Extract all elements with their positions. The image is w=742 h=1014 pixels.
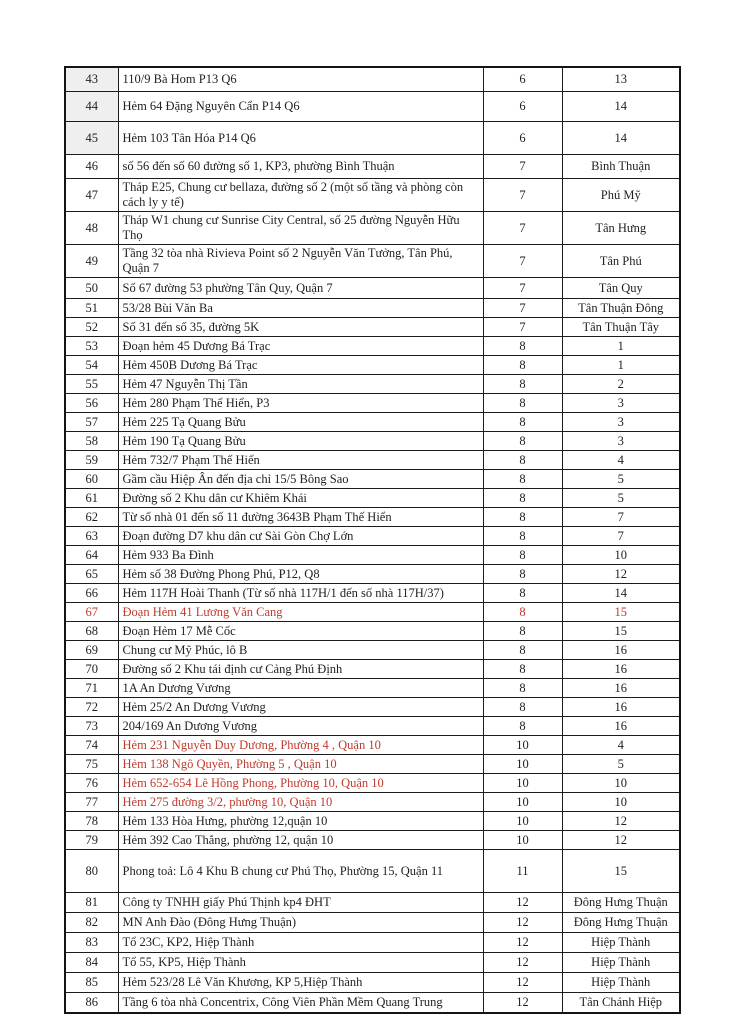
cell-no: 76 (65, 774, 118, 793)
table-row (65, 67, 680, 92)
table-row (65, 212, 680, 245)
cell-no: 78 (65, 812, 118, 831)
cell-ward: 3 (562, 432, 680, 451)
cell-address: Chung cư Mỹ Phúc, lô B (118, 641, 483, 660)
cell-ward: Đông Hưng Thuận (562, 913, 680, 933)
table-row (65, 375, 680, 394)
table-row (65, 413, 680, 432)
cell-ward: Tân Thuận Đông (562, 299, 680, 318)
table-row (65, 679, 680, 698)
cell-district: 8 (483, 489, 562, 508)
cell-address: Hẻm 138 Ngô Quyền, Phường 5 , Quận 10 (118, 755, 483, 774)
cell-address: Hẻm 275 đường 3/2, phường 10, Quận 10 (118, 793, 483, 812)
cell-ward: 10 (562, 793, 680, 812)
cell-district: 8 (483, 603, 562, 622)
table-row (65, 451, 680, 470)
cell-ward: 16 (562, 660, 680, 679)
cell-district: 12 (483, 953, 562, 973)
cell-address: Hẻm 190 Tạ Quang Bửu (118, 432, 483, 451)
table-row (65, 622, 680, 641)
cell-no: 58 (65, 432, 118, 451)
cell-no: 45 (65, 122, 118, 155)
cell-district: 7 (483, 245, 562, 278)
table-row (65, 698, 680, 717)
cell-no: 68 (65, 622, 118, 641)
table-row (65, 546, 680, 565)
cell-address: Tầng 6 tòa nhà Concentrix, Công Viên Phần Mềm Quang Trung (118, 993, 483, 1014)
cell-ward: 1 (562, 337, 680, 356)
cell-no: 49 (65, 245, 118, 278)
cell-ward: 14 (562, 92, 680, 122)
cell-ward: 15 (562, 622, 680, 641)
cell-address: Hẻm 103 Tân Hóa P14 Q6 (118, 122, 483, 155)
table-row (65, 660, 680, 679)
cell-ward: 10 (562, 774, 680, 793)
cell-ward: Tân Hưng (562, 212, 680, 245)
cell-address: Tháp W1 chung cư Sunrise City Central, số 25 đường Nguyễn Hữu Thọ (118, 212, 483, 245)
table-row (65, 973, 680, 993)
cell-address: Tháp E25, Chung cư bellaza, đường số 2 (một số tầng và phòng còn cách ly y tế) (118, 179, 483, 212)
cell-address: Đoạn hẻm 45 Dương Bá Trạc (118, 337, 483, 356)
cell-ward: 7 (562, 508, 680, 527)
cell-address: Hẻm 64 Đặng Nguyên Cẩn P14 Q6 (118, 92, 483, 122)
cell-no: 82 (65, 913, 118, 933)
cell-ward: Phú Mỹ (562, 179, 680, 212)
cell-ward: Hiệp Thành (562, 953, 680, 973)
cell-address: Hẻm 933 Ba Đình (118, 546, 483, 565)
cell-district: 8 (483, 717, 562, 736)
cell-address: Đoạn đường D7 khu dân cư Sài Gòn Chợ Lớn (118, 527, 483, 546)
cell-address: Đường số 2 Khu tái định cư Cảng Phú Định (118, 660, 483, 679)
cell-district: 10 (483, 736, 562, 755)
table-row (65, 812, 680, 831)
cell-no: 53 (65, 337, 118, 356)
cell-address: Hẻm 280 Phạm Thế Hiển, P3 (118, 394, 483, 413)
cell-ward: 14 (562, 584, 680, 603)
cell-district: 8 (483, 660, 562, 679)
cell-no: 61 (65, 489, 118, 508)
table-row (65, 755, 680, 774)
cell-ward: Tân Quy (562, 278, 680, 299)
cell-district: 8 (483, 679, 562, 698)
cell-address: Gầm cầu Hiệp Ân đến địa chỉ 15/5 Bông Sao (118, 470, 483, 489)
cell-district: 11 (483, 850, 562, 893)
cell-district: 8 (483, 432, 562, 451)
cell-district: 8 (483, 641, 562, 660)
cell-no: 54 (65, 356, 118, 375)
cell-address: Hẻm 732/7 Phạm Thế Hiển (118, 451, 483, 470)
cell-district: 8 (483, 375, 562, 394)
cell-district: 7 (483, 212, 562, 245)
cell-district: 7 (483, 278, 562, 299)
cell-address: Hẻm 523/28 Lê Văn Khương, KP 5,Hiệp Thành (118, 973, 483, 993)
table-row (65, 831, 680, 850)
cell-no: 62 (65, 508, 118, 527)
cell-district: 7 (483, 179, 562, 212)
cell-no: 84 (65, 953, 118, 973)
cell-no: 73 (65, 717, 118, 736)
cell-ward: 15 (562, 603, 680, 622)
table-row (65, 933, 680, 953)
cell-ward: Hiệp Thành (562, 933, 680, 953)
cell-no: 64 (65, 546, 118, 565)
cell-no: 81 (65, 893, 118, 913)
cell-no: 51 (65, 299, 118, 318)
cell-ward: 4 (562, 736, 680, 755)
table-row (65, 122, 680, 155)
cell-ward: 3 (562, 413, 680, 432)
cell-ward: 14 (562, 122, 680, 155)
cell-address: Hẻm 25/2 An Dương Vương (118, 698, 483, 717)
cell-ward: Tân Phú (562, 245, 680, 278)
cell-district: 8 (483, 451, 562, 470)
cell-no: 47 (65, 179, 118, 212)
cell-district: 8 (483, 470, 562, 489)
table-row (65, 893, 680, 913)
cell-district: 8 (483, 565, 562, 584)
cell-no: 75 (65, 755, 118, 774)
cell-no: 71 (65, 679, 118, 698)
cell-no: 72 (65, 698, 118, 717)
cell-no: 63 (65, 527, 118, 546)
cell-no: 66 (65, 584, 118, 603)
cell-district: 12 (483, 913, 562, 933)
table-row (65, 470, 680, 489)
cell-address: Đoạn Hẻm 17 Mễ Cốc (118, 622, 483, 641)
table-row (65, 245, 680, 278)
cell-address: Hẻm 133 Hòa Hưng, phường 12,quận 10 (118, 812, 483, 831)
cell-address: Tổ 23C, KP2, Hiệp Thành (118, 933, 483, 953)
table-row (65, 92, 680, 122)
cell-address: Hẻm 225 Tạ Quang Bửu (118, 413, 483, 432)
cell-ward: 12 (562, 812, 680, 831)
cell-no: 69 (65, 641, 118, 660)
table-row (65, 793, 680, 812)
cell-no: 77 (65, 793, 118, 812)
cell-ward: 12 (562, 831, 680, 850)
cell-no: 60 (65, 470, 118, 489)
table-row (65, 736, 680, 755)
cell-no: 44 (65, 92, 118, 122)
table-row (65, 337, 680, 356)
cell-address: Đường số 2 Khu dân cư Khiêm Khái (118, 489, 483, 508)
table-row (65, 584, 680, 603)
cell-no: 57 (65, 413, 118, 432)
table-row (65, 155, 680, 179)
cell-address: Hẻm 47 Nguyễn Thị Tần (118, 375, 483, 394)
lockdown-areas-table (64, 66, 681, 1014)
table-row (65, 774, 680, 793)
cell-district: 10 (483, 774, 562, 793)
cell-ward: 12 (562, 565, 680, 584)
cell-district: 6 (483, 122, 562, 155)
table-row (65, 278, 680, 299)
cell-no: 59 (65, 451, 118, 470)
cell-district: 8 (483, 698, 562, 717)
cell-address: 110/9 Bà Hom P13 Q6 (118, 67, 483, 92)
table-row (65, 993, 680, 1014)
table-row (65, 565, 680, 584)
cell-district: 8 (483, 584, 562, 603)
cell-address: 1A An Dương Vương (118, 679, 483, 698)
cell-ward: 15 (562, 850, 680, 893)
table-row (65, 179, 680, 212)
table-row (65, 527, 680, 546)
cell-no: 83 (65, 933, 118, 953)
cell-ward: 3 (562, 394, 680, 413)
cell-ward: 16 (562, 641, 680, 660)
cell-ward: 4 (562, 451, 680, 470)
cell-district: 6 (483, 92, 562, 122)
cell-district: 8 (483, 527, 562, 546)
cell-address: MN Anh Đào (Đông Hưng Thuận) (118, 913, 483, 933)
cell-address: 53/28 Bùi Văn Ba (118, 299, 483, 318)
cell-address: Từ số nhà 01 đến số 11 đường 3643B Phạm Thế Hiển (118, 508, 483, 527)
table-row (65, 508, 680, 527)
cell-address: Công ty TNHH giấy Phú Thịnh kp4 ĐHT (118, 893, 483, 913)
cell-district: 10 (483, 831, 562, 850)
cell-address: Tầng 32 tòa nhà Rivieva Point số 2 Nguyễn Văn Tưởng, Tân Phú, Quận 7 (118, 245, 483, 278)
table-row (65, 717, 680, 736)
table-row (65, 432, 680, 451)
cell-district: 10 (483, 755, 562, 774)
cell-no: 70 (65, 660, 118, 679)
cell-district: 8 (483, 356, 562, 375)
cell-no: 65 (65, 565, 118, 584)
cell-no: 67 (65, 603, 118, 622)
cell-address: số 56 đến số 60 đường số 1, KP3, phường Bình Thuận (118, 155, 483, 179)
table-row (65, 641, 680, 660)
cell-ward: Tân Chánh Hiệp (562, 993, 680, 1014)
cell-ward: 16 (562, 698, 680, 717)
table-row (65, 603, 680, 622)
cell-district: 8 (483, 394, 562, 413)
cell-no: 43 (65, 67, 118, 92)
table-row (65, 850, 680, 893)
cell-ward: 10 (562, 546, 680, 565)
cell-district: 7 (483, 299, 562, 318)
cell-ward: 16 (562, 679, 680, 698)
cell-address: Tổ 55, KP5, Hiệp Thành (118, 953, 483, 973)
cell-ward: Bình Thuận (562, 155, 680, 179)
cell-address: Hẻm 450B Dương Bá Trạc (118, 356, 483, 375)
cell-address: Hẻm 117H Hoài Thanh (Từ số nhà 117H/1 đến số nhà 117H/37) (118, 584, 483, 603)
cell-address: Số 31 đến số 35, đường 5K (118, 318, 483, 337)
cell-ward: 13 (562, 67, 680, 92)
cell-district: 10 (483, 812, 562, 831)
cell-address: Hẻm 392 Cao Thắng, phường 12, quận 10 (118, 831, 483, 850)
cell-ward: Tân Thuận Tây (562, 318, 680, 337)
cell-no: 74 (65, 736, 118, 755)
cell-ward: 1 (562, 356, 680, 375)
cell-no: 85 (65, 973, 118, 993)
cell-district: 8 (483, 337, 562, 356)
cell-district: 12 (483, 933, 562, 953)
cell-address: Số 67 đường 53 phường Tân Quy, Quận 7 (118, 278, 483, 299)
cell-ward: 16 (562, 717, 680, 736)
table-row (65, 489, 680, 508)
cell-ward: 5 (562, 470, 680, 489)
cell-no: 48 (65, 212, 118, 245)
cell-no: 55 (65, 375, 118, 394)
cell-district: 8 (483, 413, 562, 432)
cell-address: Phong toả: Lô 4 Khu B chung cư Phú Thọ, Phường 15, Quận 11 (118, 850, 483, 893)
table-row (65, 299, 680, 318)
cell-district: 7 (483, 155, 562, 179)
cell-no: 80 (65, 850, 118, 893)
cell-address: Hẻm 231 Nguyễn Duy Dương, Phường 4 , Quận 10 (118, 736, 483, 755)
cell-address: Hẻm 652-654 Lê Hồng Phong, Phường 10, Quận 10 (118, 774, 483, 793)
cell-no: 52 (65, 318, 118, 337)
table-row (65, 913, 680, 933)
cell-district: 8 (483, 546, 562, 565)
cell-ward: 2 (562, 375, 680, 394)
cell-district: 12 (483, 973, 562, 993)
cell-no: 46 (65, 155, 118, 179)
table-body (65, 67, 680, 1013)
cell-district: 8 (483, 622, 562, 641)
cell-no: 79 (65, 831, 118, 850)
cell-ward: Đông Hưng Thuận (562, 893, 680, 913)
cell-ward: Hiệp Thành (562, 973, 680, 993)
table-row (65, 953, 680, 973)
cell-no: 86 (65, 993, 118, 1014)
cell-district: 8 (483, 508, 562, 527)
cell-address: Hẻm số 38 Đường Phong Phú, P12, Q8 (118, 565, 483, 584)
cell-address: 204/169 An Dương Vương (118, 717, 483, 736)
cell-district: 10 (483, 793, 562, 812)
cell-no: 50 (65, 278, 118, 299)
cell-district: 12 (483, 893, 562, 913)
cell-ward: 5 (562, 489, 680, 508)
cell-no: 56 (65, 394, 118, 413)
cell-district: 6 (483, 67, 562, 92)
table-row (65, 356, 680, 375)
cell-address: Đoạn Hẻm 41 Lương Văn Cang (118, 603, 483, 622)
table-row (65, 318, 680, 337)
cell-district: 7 (483, 318, 562, 337)
cell-ward: 7 (562, 527, 680, 546)
cell-ward: 5 (562, 755, 680, 774)
cell-district: 12 (483, 993, 562, 1014)
table-row (65, 394, 680, 413)
